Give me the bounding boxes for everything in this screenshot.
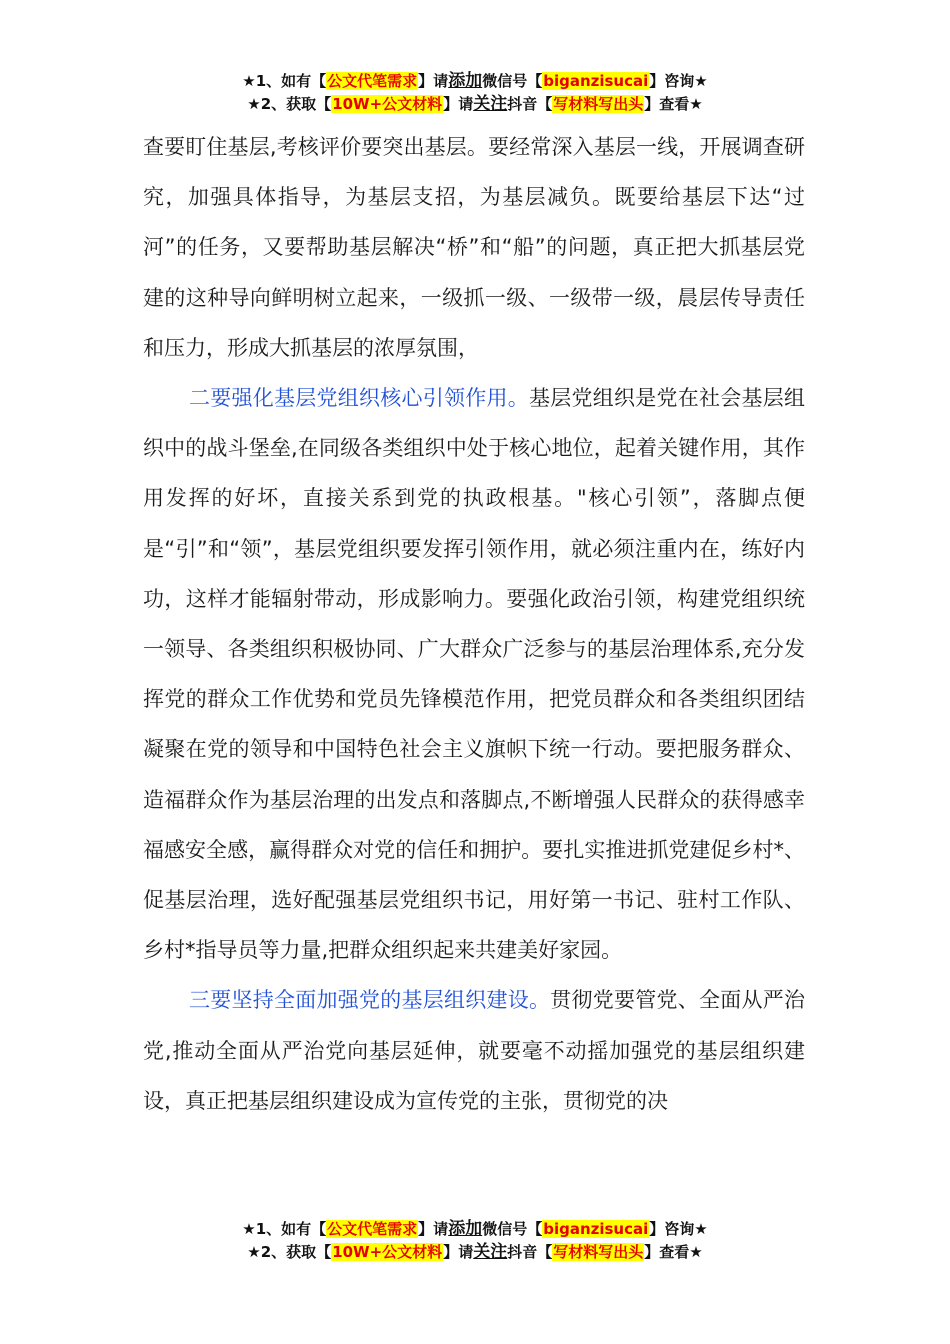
footer-banner <box>0 1218 950 1264</box>
header-line1-suffix: 】咨询★ <box>649 72 708 90</box>
footer-line2-emph: 关注 <box>473 1242 508 1262</box>
header-line1-highlight-wechat: biganzisucai <box>543 72 649 90</box>
footer-line1-highlight-wechat: biganzisucai <box>543 1220 649 1238</box>
header-line1-mid2: 微信号【 <box>482 72 543 90</box>
footer-line2-mid2: 抖音【 <box>507 1243 553 1261</box>
document-body <box>143 122 805 1126</box>
header-line1-emph: 添加 <box>448 71 483 91</box>
header-line1-prefix: ★1、如有【 <box>242 72 327 90</box>
header-line1-mid1: 】请 <box>418 72 449 90</box>
header-line2-prefix: ★2、获取【 <box>247 95 332 113</box>
header-line2-emph: 关注 <box>473 94 508 114</box>
header-line2-highlight-douyin: 写材料写出头 <box>553 95 644 113</box>
paragraph-2 <box>143 373 805 975</box>
header-line2-suffix: 】查看★ <box>644 95 703 113</box>
footer-line2-mid1: 】请 <box>443 1243 474 1261</box>
footer-line2-prefix: ★2、获取【 <box>247 1243 332 1261</box>
header-line-1 <box>0 70 950 93</box>
footer-line1-prefix: ★1、如有【 <box>242 1220 327 1238</box>
footer-line1-mid1: 】请 <box>418 1220 449 1238</box>
paragraph-2-heading: 二要强化基层党组织核心引领作用。 <box>189 386 529 411</box>
footer-line-1 <box>0 1218 950 1241</box>
header-line2-mid2: 抖音【 <box>507 95 553 113</box>
paragraph-3-heading: 三要坚持全面加强党的基层组织建设。 <box>189 988 551 1013</box>
footer-line2-highlight-douyin: 写材料写出头 <box>553 1243 644 1261</box>
header-line-2 <box>0 93 950 116</box>
footer-line2-suffix: 】查看★ <box>644 1243 703 1261</box>
footer-line1-suffix: 】咨询★ <box>649 1220 708 1238</box>
paragraph-2-text: 基层党组织是党在社会基层组织中的战斗堡垒,在同级各类组织中处于核心地位，起着关键作用，其作用发挥的好坏，直接关系到党的执政根基。"核心引领”，落脚点便是“引”和“领”，基层党组织要发挥引领作用，就必须注重内在，练好内功，这样才能辐射带动，形成影响力。要强化政治引领，构建党组织统一领导、各类组织积极协同、广大群众广泛参与的基层治理体系,充分发挥党的群众工作优势和党员先锋模范作用，把党员群众和各类组织团结凝聚在党的领导和中国特色社会主义旗帜下统一行动。要把服务群众、造福群众作为基层治理的出发点和落脚点,不断增强人民群众的获得感幸福感安全感，赢得群众对党的信任和拥护。要扎实推进抓党建促乡村*、促基层治理，选好配强基层党组织书记，用好第一书记、驻村工作队、乡村*指导员等力量,把群众组织起来共建美好家园。 <box>143 386 805 963</box>
header-banner <box>0 70 950 116</box>
header-line2-mid1: 】请 <box>443 95 474 113</box>
header-line1-highlight-service: 公文代笔需求 <box>327 72 418 90</box>
footer-line1-emph: 添加 <box>448 1219 483 1239</box>
paragraph-3 <box>143 975 805 1126</box>
header-line2-highlight-materials: 10W+公文材料 <box>332 95 443 113</box>
paragraph-3-text: 贯彻党要管党、全面从严治党,推动全面从严治党向基层延伸，就要毫不动摇加强党的基层组织建设，真正把基层组织建设成为宣传党的主张，贯彻党的决 <box>143 988 805 1113</box>
footer-line2-highlight-materials: 10W+公文材料 <box>332 1243 443 1261</box>
footer-line1-mid2: 微信号【 <box>482 1220 543 1238</box>
paragraph-1: 查要盯住基层,考核评价要突出基层。要经常深入基层一线，开展调查研究，加强具体指导，为基层支招，为基层减负。既要给基层下达“过河”的任务，又要帮助基层解决“桥”和“船”的问题，真正把大抓基层党建的这种导向鲜明树立起来，一级抓一级、一级带一级，晨层传导责任和压力，形成大抓基层的浓厚氛围， <box>143 135 805 360</box>
footer-line1-highlight-service: 公文代笔需求 <box>327 1220 418 1238</box>
footer-line-2 <box>0 1241 950 1264</box>
